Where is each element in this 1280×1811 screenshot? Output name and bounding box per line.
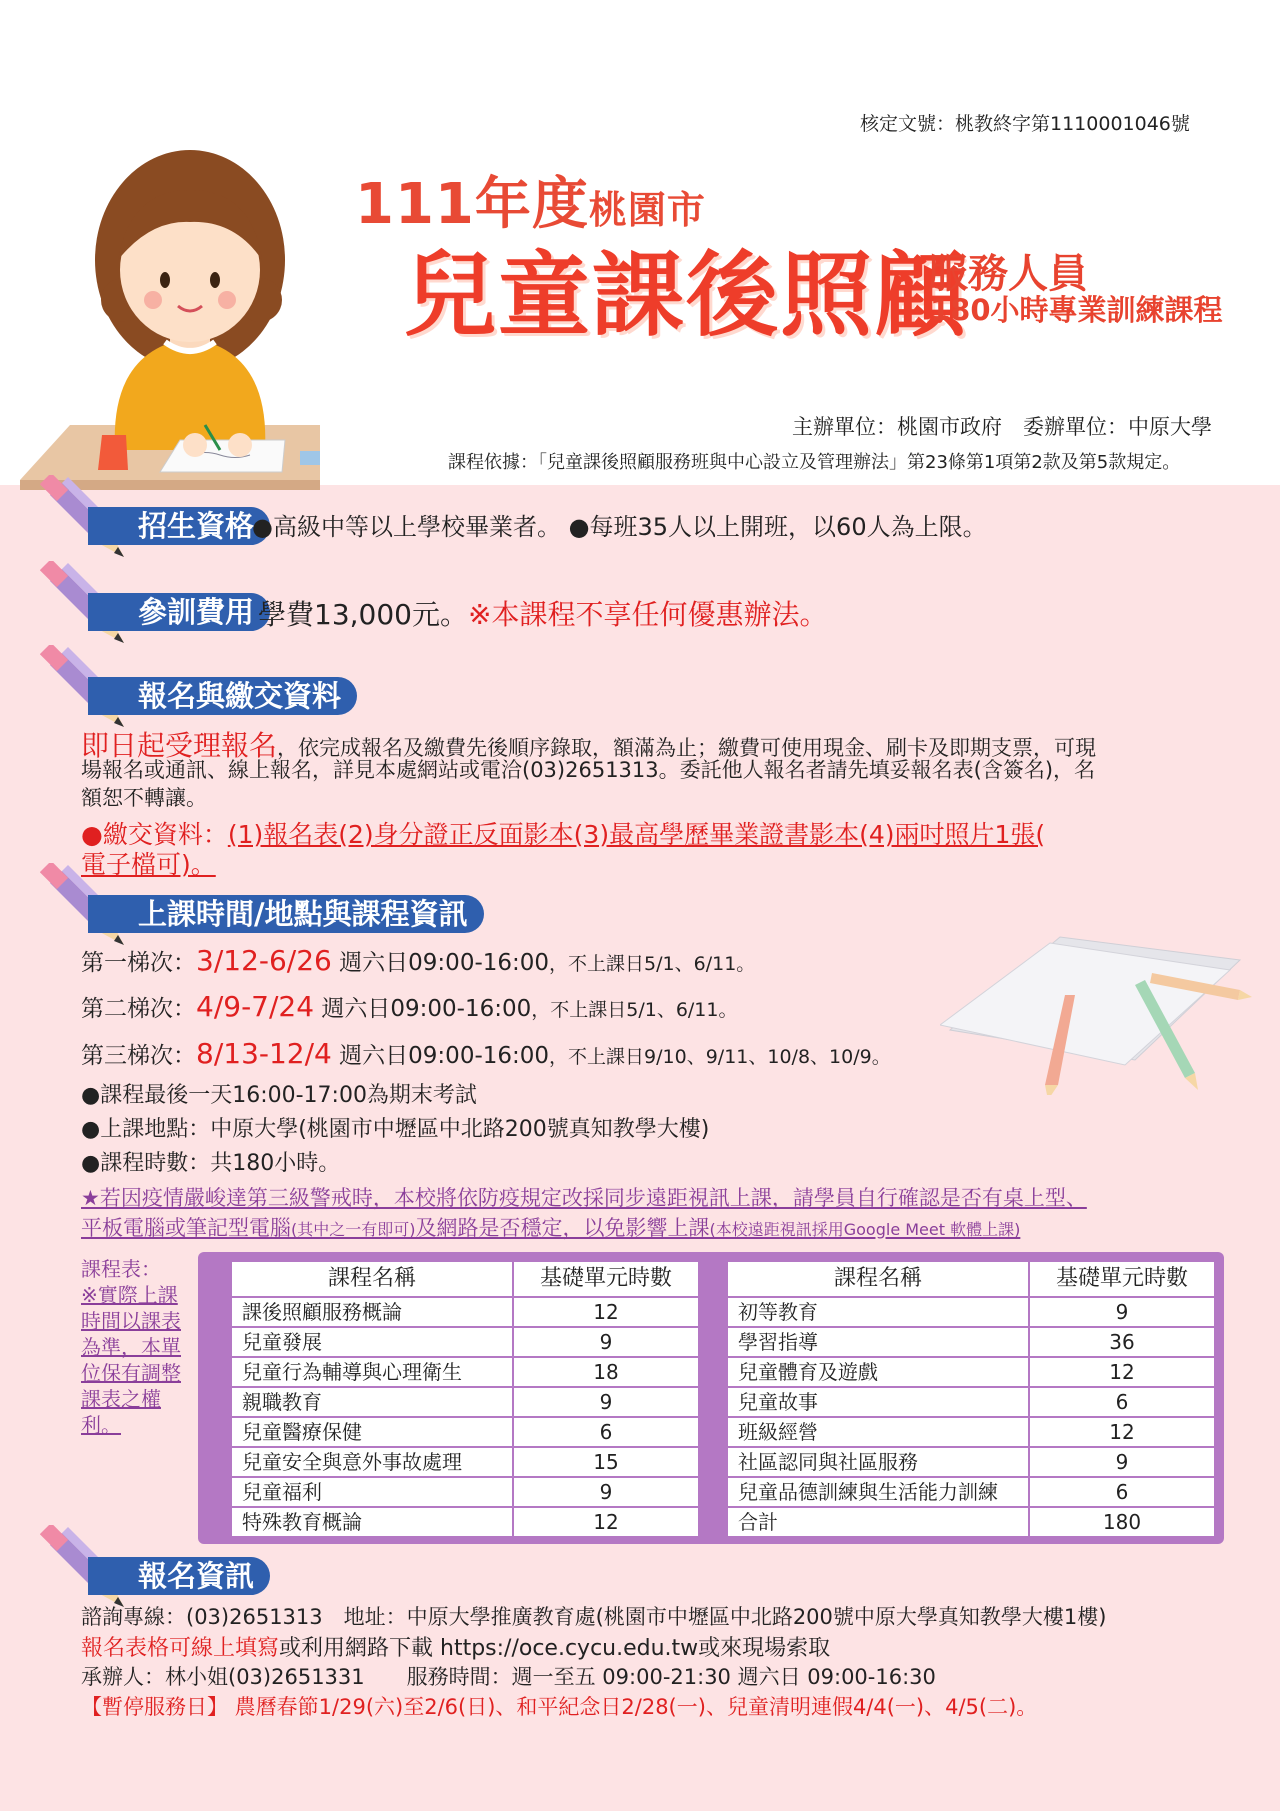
batch-2	[81, 990, 737, 1023]
registration-line1-text: ，依完成報名及繳費先後順序錄取，額滿為止；繳費可使用現金、刷卡及即期支票，可現	[277, 736, 1097, 760]
batch-off-days: ，不上課日5/1、6/11。	[531, 999, 738, 1021]
batch-dates: 4/9-7/24	[196, 990, 315, 1023]
section-heading: 報名資訊	[88, 1557, 270, 1595]
eligibility-text: ●高級中等以上學校畢業者。 ●每班35人以上開班，以60人為上限。	[252, 513, 987, 541]
table-row	[727, 1357, 1215, 1387]
table-row	[231, 1507, 699, 1537]
table-row	[231, 1327, 699, 1357]
batch-off-days: ，不上課日5/1、6/11。	[549, 953, 756, 975]
document-number: 核定文號：桃教終字第1110001046號	[860, 113, 1190, 135]
batch-time: 週六日09:00-16:00	[314, 996, 532, 1022]
schedule-bullet-location: ●上課地點：中原大學(桃園市中壢區中北路200號真知教學大樓)	[81, 1117, 710, 1142]
course-hours: 6	[1029, 1477, 1215, 1507]
title-main: 兒童課後照顧	[404, 242, 969, 349]
course-name: 班級經營	[727, 1417, 1029, 1447]
registration-line3: 額恕不轉讓。	[81, 786, 207, 810]
table-row	[727, 1417, 1215, 1447]
course-hours: 15	[513, 1447, 699, 1477]
notice-text-d: (本校遠距視訊採用Google Meet 軟體上課)	[709, 1220, 1021, 1239]
table-row	[727, 1447, 1215, 1477]
batch-label: 第二梯次：	[81, 996, 196, 1022]
course-name: 兒童福利	[231, 1477, 513, 1507]
course-hours: 12	[513, 1297, 699, 1327]
table-row	[231, 1297, 699, 1327]
course-name: 兒童故事	[727, 1387, 1029, 1417]
course-table-frame	[198, 1252, 1224, 1544]
title-sub2: 180小時專業訓練課程	[930, 293, 1223, 327]
table-row	[231, 1417, 699, 1447]
schedule-bullet-hours: ●課程時數：共180小時。	[81, 1151, 341, 1176]
course-name: 初等教育	[727, 1297, 1029, 1327]
batch-dates: 8/13-12/4	[196, 1037, 332, 1070]
batch-3	[81, 1037, 891, 1070]
info-form-download	[81, 1631, 830, 1662]
title-year: 111年度桃園市	[355, 172, 706, 237]
required-docs-label: ●繳交資料：	[81, 820, 228, 849]
remote-notice-line1: ★若因疫情嚴峻達第三級警戒時，本校將依防疫規定改採同步遠距視訊上課，請學員自行確認是否有桌上型、	[81, 1186, 1087, 1210]
course-name: 課後照顧服務概論	[231, 1297, 513, 1327]
download-note: 或利用網路下載 https://oce.cycu.edu.tw或來現場索取	[279, 1636, 831, 1661]
section-heading: 招生資格	[88, 507, 270, 545]
table-row	[231, 1447, 699, 1477]
info-contact-person-hours: 承辦人：林小姐(03)2651331 服務時間：週一至五 09:00-21:30 週六日 09:00-16:30	[81, 1665, 936, 1689]
table-row	[231, 1387, 699, 1417]
notice-text-a: 平板電腦或筆記型電腦	[81, 1216, 291, 1240]
column-header: 課程名稱	[231, 1261, 513, 1297]
required-docs-line1	[81, 815, 1045, 851]
course-hours: 12	[513, 1507, 699, 1537]
course-hours: 9	[513, 1327, 699, 1357]
course-table-right	[726, 1260, 1216, 1538]
course-name: 兒童體育及遊戲	[727, 1357, 1029, 1387]
fee-amount: 學費13,000元。	[258, 598, 468, 631]
course-hours: 9	[1029, 1297, 1215, 1327]
course-name: 合計	[727, 1507, 1029, 1537]
course-hours: 6	[1029, 1387, 1215, 1417]
info-contact-address: 諮詢專線：(03)2651313 地址：中原大學推廣教育處(桃園市中壢區中北路200號中原大學真知教學大樓1樓)	[81, 1605, 1107, 1629]
column-header: 基礎單元時數	[1029, 1261, 1215, 1297]
notice-text-c: 及網路是否穩定，以免影響上課	[415, 1216, 710, 1240]
papers-pencils-illustration	[940, 935, 1260, 1095]
legal-basis-line: 課程依據：「兒童課後照顧服務班與中心設立及管理辦法」第23條第1項第2款及第5款規定。	[448, 452, 1181, 473]
course-name: 特殊教育概論	[231, 1507, 513, 1537]
girl-studying-illustration	[20, 110, 320, 490]
course-table-side-note	[81, 1256, 191, 1438]
course-hours: 6	[513, 1417, 699, 1447]
course-name: 兒童發展	[231, 1327, 513, 1357]
course-name: 兒童品德訓練與生活能力訓練	[727, 1477, 1029, 1507]
course-table-left	[230, 1260, 700, 1538]
table-row	[727, 1327, 1215, 1357]
registration-lead: 即日起受理報名	[81, 729, 278, 762]
side-note-body: ※實際上課時間以課表為準，本單位保有調整課表之權利。	[81, 1283, 181, 1437]
course-hours: 9	[513, 1387, 699, 1417]
batch-label: 第三梯次：	[81, 1043, 196, 1069]
organizer-line: 主辦單位：桃園市政府 委辦單位：中原大學	[792, 415, 1212, 439]
section-heading: 參訓費用	[88, 593, 270, 631]
course-hours: 9	[1029, 1447, 1215, 1477]
table-row	[727, 1387, 1215, 1417]
fee-note: ※本課程不享任何優惠辦法。	[467, 598, 828, 631]
course-name: 兒童安全與意外事故處理	[231, 1447, 513, 1477]
course-hours: 36	[1029, 1327, 1215, 1357]
course-name: 親職教育	[231, 1387, 513, 1417]
course-name: 社區認同與社區服務	[727, 1447, 1029, 1477]
table-row	[727, 1477, 1215, 1507]
table-row	[231, 1357, 699, 1387]
batch-time: 週六日09:00-16:00	[331, 1043, 550, 1069]
title-sub1: 服務人員	[928, 251, 1088, 297]
table-row	[727, 1297, 1215, 1327]
course-hours: 12	[1029, 1357, 1215, 1387]
section-heading: 報名與繳交資料	[88, 677, 357, 715]
batch-1	[81, 944, 755, 977]
course-name: 學習指導	[727, 1327, 1029, 1357]
section-heading: 上課時間/地點與課程資訊	[88, 895, 484, 933]
remote-notice-line2	[81, 1212, 1020, 1242]
fee-text	[258, 593, 827, 633]
column-header: 基礎單元時數	[513, 1261, 699, 1297]
course-name: 兒童行為輔導與心理衛生	[231, 1357, 513, 1387]
course-hours: 9	[513, 1477, 699, 1507]
registration-line2: 場報名或通訊、線上報名，詳見本處網站或電洽(03)2651313。委託他人報名者請先填妥報名表(含簽名)，名	[81, 758, 1096, 782]
required-docs-line2: 電子檔可)。	[81, 850, 216, 879]
table-row	[727, 1507, 1215, 1537]
course-name: 兒童醫療保健	[231, 1417, 513, 1447]
info-closed-days: 【暫停服務日】 農曆春節1/29(六)至2/6(日)、和平紀念日2/28(一)、兒童清明連假4/4(一)、4/5(二)。	[81, 1695, 1038, 1719]
course-hours: 12	[1029, 1417, 1215, 1447]
required-docs-text: (1)報名表(2)身分證正反面影本(3)最高學歷畢業證書影本(4)兩吋照片1張(	[227, 820, 1046, 849]
batch-off-days: ，不上課日9/10、9/11、10/8、10/9。	[549, 1046, 891, 1068]
batch-label: 第一梯次：	[81, 950, 196, 976]
column-header: 課程名稱	[727, 1261, 1029, 1297]
batch-time: 週六日09:00-16:00	[331, 950, 550, 976]
schedule-bullet-exam: ●課程最後一天16:00-17:00為期末考試	[81, 1083, 477, 1108]
course-hours: 18	[513, 1357, 699, 1387]
online-form-note: 報名表格可線上填寫	[81, 1636, 280, 1661]
batch-dates: 3/12-6/26	[196, 944, 332, 977]
table-row	[231, 1477, 699, 1507]
course-hours: 180	[1029, 1507, 1215, 1537]
side-note-title: 課程表：	[81, 1257, 161, 1281]
notice-text-b: (其中之一有即可)	[291, 1220, 416, 1239]
